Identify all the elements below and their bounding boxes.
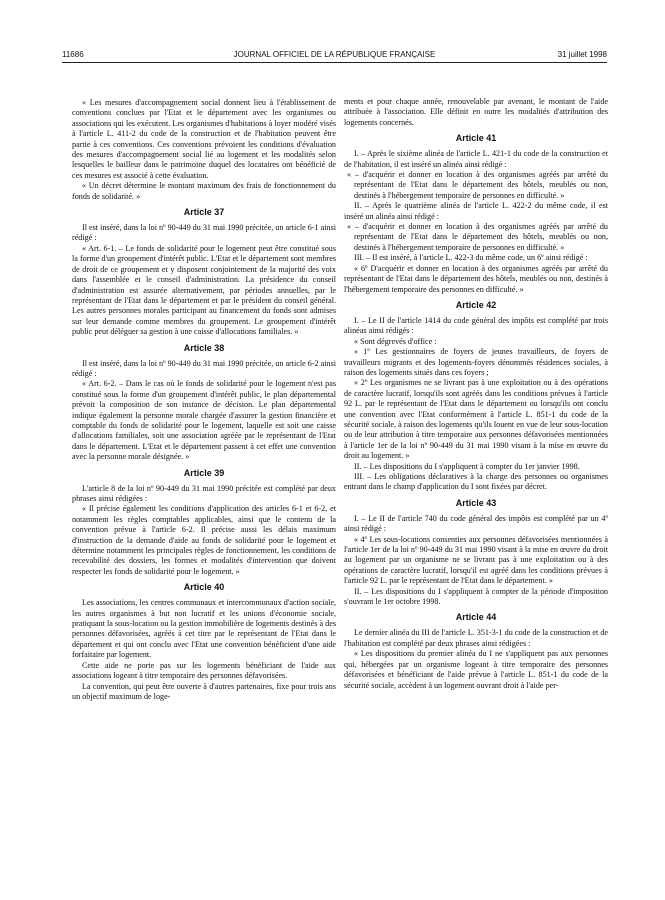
paragraph: « Les dispositions du premier alinéa du I ne s'appliquent pas aux personnes qui, hébergées par un organisme logeant à titre temporaire des personnes défavorisées et bénéficiant de l'aide prévue à l'article L. 851-1 du code de la sécurité sociale, accèdent à un logement ouvrant droit à l'aide per- bbox=[344, 649, 608, 690]
paragraph: I. – Le II de l'article 1414 du code général des impôts est complété par trois alinéas ainsi rédigés : bbox=[344, 315, 608, 336]
paragraph: II. – Les dispositions du I s'appliquent à compter de la période d'imposition s'ouvrant le 1er octobre 1998. bbox=[344, 586, 608, 607]
paragraph: I. – Le II de l'article 740 du code général des impôts est complété par un 4º ainsi rédigé : bbox=[344, 513, 608, 534]
article-heading: Article 42 bbox=[455, 299, 497, 310]
paragraph: II. – Les dispositions du I s'appliquent à compter du 1er janvier 1998. bbox=[354, 461, 580, 471]
article-heading: Article 37 bbox=[183, 207, 225, 218]
paragraph: Il est inséré, dans la loi nº 90-449 du 31 mai 1990 précitée, un article 6-1 ainsi rédigé : bbox=[72, 223, 336, 243]
article-heading: Article 39 bbox=[183, 467, 225, 478]
article-heading: Article 40 bbox=[183, 582, 225, 593]
page-number: 11686 bbox=[62, 50, 84, 59]
paragraph: ments et pour chaque année, renouvelable par avenant, le montant de l'aide attribuée à l'association. Elle définit en outre les modalités d'attribution des logements concernés. bbox=[344, 97, 608, 127]
paragraph: « Art. 6-1. – Le fonds de solidarité pour le logement peut être constitué sous la forme d'un groupement d'intérêt public. L'Etat et le département sont membres de droit de ce groupement et y disposent conjointement de la majorité des voix dans l'assemblée et le conseil d'administration. La présidence du conseil d'administration est assurée alternativement, par périodes annuelles, par le représentant de l'Etat dans le département et par le président du conseil général. Les autres personnes morales participant au financement du fonds sont admises sur leur demande comme membres du groupement. Le groupement d'intérêt public peut déléguer sa gestion à une caisse d'allocations familiales. » bbox=[72, 243, 336, 337]
paragraph: « Art. 6-2. – Dans le cas où le fonds de solidarité pour le logement n'est pas constitué sous la forme d'un groupement d'intérêt public, le plan départemental prévoit la composition de son instance de décision. Le plan départemental indique également la personne morale chargée d'assurer la gestion financière et comptable du fonds de solidarité pour le logement, laquelle est soit une caisse d'allocations familiales, soit une association agréée par le représentant de l'Etat dans le département. L'Etat et le département passent à cet effet une convention avec la personne morale désignée. » bbox=[72, 379, 336, 462]
paragraph: « Il précise également les conditions d'application des articles 6-1 et 6-2, et notamment les règles comptables applicables, ainsi que le contenu de la convention prévue à l'article 6-2. Il précise aussi les délais maximum d'instruction de la demande d'aide au fonds de solidarité pour le logement et détermine notamment les principales règles de fonctionnement, les conditions de recevabilité des dossiers, les formes et modalités d'intervention que doivent respecter les fonds de solidarité pour le logement. » bbox=[72, 504, 336, 576]
paragraph: « Un décret détermine le montant maximum des frais de fonctionnement du fonds de solidarité. » bbox=[72, 181, 336, 201]
page-header bbox=[62, 50, 607, 62]
article-heading: Article 44 bbox=[455, 612, 497, 623]
article-heading: Article 43 bbox=[455, 497, 497, 508]
article-heading: Article 41 bbox=[455, 133, 497, 144]
paragraph: III. – Les obligations déclaratives à la charge des personnes ou organismes entrant dans le champ d'application du I sont fixées par décret. bbox=[344, 472, 608, 492]
paragraph: « 4º Les sous-locations consenties aux personnes défavorisées mentionnées à l'article 1er de la loi nº 90-449 du 31 mai 1990 visant à la mise en œuvre du droit au logement par un organisme ne se livrant pas à une exploitation ou à des opérations de caractère lucratif, lorsqu'il est agréé dans les conditions prévues à l'article 92 L. par le représentant de l'Etat dans le département. » bbox=[344, 534, 608, 586]
paragraph: II. – Après le quatrième alinéa de l'article L. 422-2 du même code, il est inséré un alinéa ainsi rédigé : bbox=[344, 201, 608, 221]
paragraph: « 2º Les organismes ne se livrant pas à une exploitation ou à des opérations de caractère lucratif, lorsqu'ils sont agréés dans les conditions prévues à l'article 92 L. par le représentant de l'Etat dans le département ou lorsqu'ils ont conclu une convention avec l'Etat conformément à l'article L. 851-1 du code de la sécurité sociale, à raison des logements qu'ils louent en vue de leur sous-location ou de leur attribution à titre temporaire aux personnes défavorisées mentionnées à l'article 1er de la loi nº 90-449 du 31 mai 1990 visant à la mise en œuvre du droit au logement. » bbox=[344, 378, 608, 461]
quoted-paragraph: « – d'acquérir et donner en location à des organismes agréés par arrêté du représentant de l'Etat dans le département des hôtels, meublés ou non, destinés à l'hébergement temporaire de personnes en difficulté. » bbox=[347, 222, 608, 252]
right-column bbox=[344, 97, 608, 691]
journal-title: JOURNAL OFFICIEL DE LA RÉPUBLIQUE FRANÇAISE bbox=[233, 50, 436, 59]
paragraph: « Sont dégrevés d'office : bbox=[354, 336, 437, 346]
paragraph: « 1º Les gestionnaires de foyers de jeunes travailleurs, de foyers de travailleurs migrants et des logements-foyers dénommés résidences sociales, à raison des logements situés dans ces foyers ; bbox=[344, 347, 608, 377]
paragraph: « 6º D'acquérir et donner en location à des organismes agréés par arrêté du représentant de l'Etat dans le département des hôtels, meublés ou non, destinés à l'hébergement temporaire des personnes en difficulté. » bbox=[344, 263, 608, 294]
quoted-paragraph: « – d'acquérir et donner en location à des organismes agréés par arrêté du représentant de l'Etat dans le département des hôtels, meublés ou non, destinés à l'hébergement temporaire de personnes en difficulté. » bbox=[347, 170, 608, 200]
paragraph: La convention, qui peut être ouverte à d'autres partenaires, fixe pour trois ans un objectif maximum de loge- bbox=[72, 681, 336, 701]
paragraph: « Les mesures d'accompagnement social donnent lieu à l'établissement de conventions conclues par l'Etat et le département avec les organismes ou associations qui les exécutent. Les organismes d'habitations à loyer modéré visés à l'article L. 411-2 du code de la construction et de l'habitation peuvent être partie à ces conventions. Ces conventions prévoient les conditions d'évaluation des mesures d'accompagnement social lié au logement et les modalités selon lesquelles le bailleur dans le patrimoine duquel des locataires ont bénéficié de ces mesures est associé à cette évaluation. bbox=[72, 98, 336, 180]
paragraph: I. – Après le sixième alinéa de l'article L. 421-1 du code de la construction et de l'habitation, il est inséré un alinéa ainsi rédigé : bbox=[344, 149, 608, 169]
paragraph: Le dernier alinéa du III de l'article L. 351-3-1 du code de la construction et de l'habitation est complété par deux phrases ainsi rédigées : bbox=[344, 628, 608, 648]
left-column bbox=[72, 98, 336, 702]
paragraph: Les associations, les centres communaux et intercommunaux d'action sociale, les autres organismes à but non lucratif et les unions d'économie sociale, pratiquant la sous-location ou la gestion immobilière de logements destinés à des personnes défavorisées, agréés à cet titre par le représentant de l'Etat dans le département et qui ont conclu avec l'Etat une convention bénéficient d'une aide forfaitaire par logement. bbox=[72, 598, 336, 660]
header-rule bbox=[62, 62, 607, 63]
article-heading: Article 38 bbox=[183, 342, 225, 353]
paragraph: Il est inséré, dans la loi nº 90-449 du 31 mai 1990 précitée, un article 6-2 ainsi rédigé : bbox=[72, 358, 336, 378]
paragraph: III. – Il est inséré, à l'article L. 422-3 du même code, un 6º ainsi rédigé : bbox=[354, 253, 588, 263]
paragraph: L'article 8 de la loi nº 90-449 du 31 mai 1990 précitée est complété par deux phrases ainsi rédigées : bbox=[72, 483, 336, 503]
paragraph: Cette aide ne porte pas sur les logements bénéficiant de l'aide aux associations logeant à titre temporaire des personnes défavorisées. bbox=[72, 660, 336, 681]
publication-date: 31 juillet 1998 bbox=[557, 50, 607, 59]
